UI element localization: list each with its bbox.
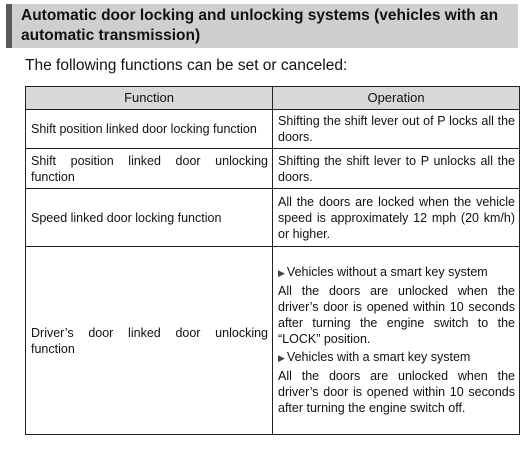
operation-text-with-smart-key: All the doors are unlocked when the driver’s door is opened within 10 seconds after turning the engine switch off. <box>278 369 515 415</box>
table-row <box>26 149 520 189</box>
function-cell: Shift position linked door locking function <box>26 110 273 149</box>
section-title: Automatic door locking and unlocking systems (vehicles with an automatic transmission) <box>21 7 499 44</box>
function-cell: Shift position linked door unlocking function <box>26 149 273 189</box>
operation-text-without-smart-key: All the doors are unlocked when the driver’s door is opened within 10 seconds after turning the engine switch to the “LOCK” position. <box>278 284 515 346</box>
subheading-with-smart-key: ▶ Vehicles with a smart key system <box>278 350 471 364</box>
operation-cell: All the doors are locked when the vehicle speed is approximately 12 mph (20 km/h) or higher. <box>273 189 520 247</box>
triangle-bullet-icon: ▶ <box>278 268 285 278</box>
triangle-bullet-icon: ▶ <box>278 353 285 363</box>
operation-cell: Shifting the shift lever to P unlocks all the doors. <box>273 149 520 189</box>
table-header-row <box>26 87 520 110</box>
intro-text: The following functions can be set or canceled: <box>25 57 348 74</box>
operation-cell <box>273 247 520 435</box>
table-row <box>26 189 520 247</box>
table-row <box>26 247 520 435</box>
functions-table <box>25 86 520 435</box>
table-row <box>26 110 520 149</box>
function-cell: Speed linked door locking function <box>26 189 273 247</box>
section-header <box>6 4 518 48</box>
column-header-function: Function <box>26 87 273 110</box>
function-cell: Driver’s door linked door unlocking function <box>26 247 273 435</box>
operation-cell: Shifting the shift lever out of P locks all the doors. <box>273 110 520 149</box>
subheading-without-smart-key: ▶ Vehicles without a smart key system <box>278 265 488 279</box>
column-header-operation: Operation <box>273 87 520 110</box>
